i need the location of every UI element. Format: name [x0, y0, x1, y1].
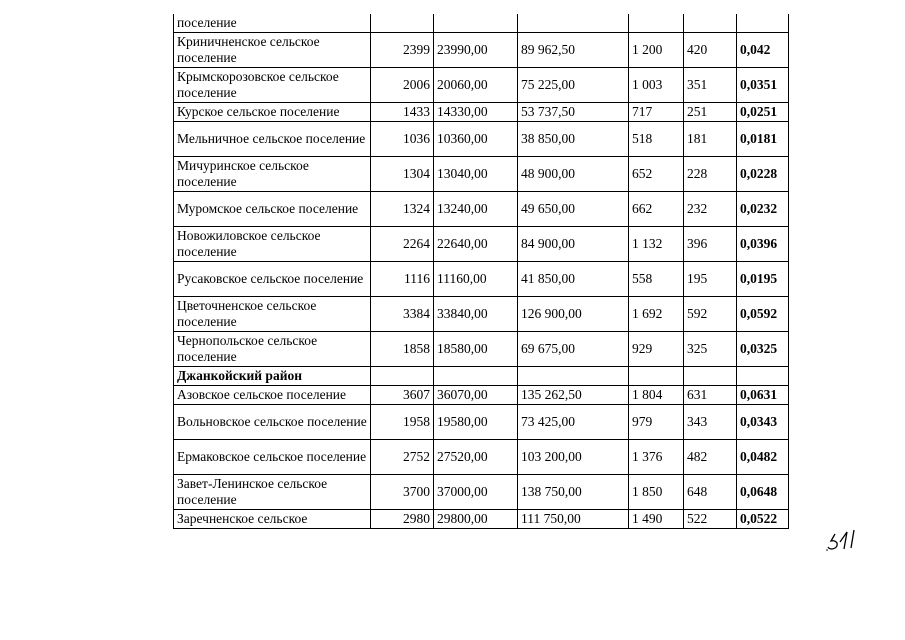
settlement-name: Курское сельское поселение	[174, 103, 371, 122]
share-cell: 1 003	[629, 68, 684, 103]
share-cell: 929	[629, 332, 684, 367]
amount-cell: 29800,00	[434, 510, 518, 529]
total-cell: 126 900,00	[518, 297, 629, 332]
population-cell: 2006	[371, 68, 434, 103]
count-cell: 522	[684, 510, 737, 529]
settlement-name: Мельничное сельское поселение	[174, 122, 371, 157]
count-cell: 592	[684, 297, 737, 332]
data-table	[173, 14, 789, 529]
count-cell: 396	[684, 227, 737, 262]
population-cell: 3607	[371, 386, 434, 405]
table-row	[174, 14, 789, 33]
table-row	[174, 440, 789, 475]
count-cell: 648	[684, 475, 737, 510]
population-cell: 2752	[371, 440, 434, 475]
total-cell: 38 850,00	[518, 122, 629, 157]
table-row	[174, 297, 789, 332]
count-cell: 251	[684, 103, 737, 122]
table-row	[174, 68, 789, 103]
amount-cell: 27520,00	[434, 440, 518, 475]
settlement-name: Криничненское сельское поселение	[174, 33, 371, 68]
settlement-name: поселение	[174, 14, 371, 33]
total-cell: 41 850,00	[518, 262, 629, 297]
total-cell: 111 750,00	[518, 510, 629, 529]
table-row	[174, 122, 789, 157]
share-cell: 662	[629, 192, 684, 227]
amount-cell: 13240,00	[434, 192, 518, 227]
settlement-name: Новожиловское сельское поселение	[174, 227, 371, 262]
amount-cell: 22640,00	[434, 227, 518, 262]
amount-cell: 18580,00	[434, 332, 518, 367]
coefficient-cell: 0,0181	[737, 122, 789, 157]
total-cell: 138 750,00	[518, 475, 629, 510]
population-cell: 1116	[371, 262, 434, 297]
table-row	[174, 227, 789, 262]
share-cell: 1 132	[629, 227, 684, 262]
share-cell: 518	[629, 122, 684, 157]
settlement-name: Крымскорозовское сельское поселение	[174, 68, 371, 103]
settlement-name: Мичуринское сельское поселение	[174, 157, 371, 192]
population-cell: 1433	[371, 103, 434, 122]
coefficient-cell: 0,0522	[737, 510, 789, 529]
count-cell: 631	[684, 386, 737, 405]
amount-cell: 13040,00	[434, 157, 518, 192]
population-cell: 1304	[371, 157, 434, 192]
count-cell: 343	[684, 405, 737, 440]
population-cell: 1324	[371, 192, 434, 227]
share-cell: 1 804	[629, 386, 684, 405]
coefficient-cell: 0,0251	[737, 103, 789, 122]
coefficient-cell: 0,0396	[737, 227, 789, 262]
coefficient-cell: 0,0232	[737, 192, 789, 227]
coefficient-cell: 0,042	[737, 33, 789, 68]
amount-cell: 14330,00	[434, 103, 518, 122]
settlement-name: Завет-Ленинское сельское поселение	[174, 475, 371, 510]
amount-cell: 11160,00	[434, 262, 518, 297]
total-cell: 69 675,00	[518, 332, 629, 367]
settlement-name: Азовское сельское поселение	[174, 386, 371, 405]
count-cell: 181	[684, 122, 737, 157]
handwritten-page-number	[826, 528, 866, 554]
population-cell: 1036	[371, 122, 434, 157]
count-cell: 351	[684, 68, 737, 103]
settlement-name: Русаковское сельское поселение	[174, 262, 371, 297]
amount-cell: 37000,00	[434, 475, 518, 510]
population-cell: 2980	[371, 510, 434, 529]
total-cell: 48 900,00	[518, 157, 629, 192]
coefficient-cell: 0,0343	[737, 405, 789, 440]
amount-cell: 36070,00	[434, 386, 518, 405]
share-cell: 558	[629, 262, 684, 297]
table-row	[174, 262, 789, 297]
share-cell: 1 376	[629, 440, 684, 475]
table-row	[174, 510, 789, 529]
table-row	[174, 157, 789, 192]
empty-cell	[371, 367, 434, 386]
total-cell: 84 900,00	[518, 227, 629, 262]
empty-cell	[629, 367, 684, 386]
amount-cell: 23990,00	[434, 33, 518, 68]
table-row	[174, 192, 789, 227]
coefficient-cell: 0,0351	[737, 68, 789, 103]
total-cell: 89 962,50	[518, 33, 629, 68]
share-cell: 717	[629, 103, 684, 122]
amount-cell: 20060,00	[434, 68, 518, 103]
population-cell: 3700	[371, 475, 434, 510]
coefficient-cell: 0,0631	[737, 386, 789, 405]
coefficient-cell: 0,0325	[737, 332, 789, 367]
settlement-name: Вольновское сельское поселение	[174, 405, 371, 440]
population-cell: 3384	[371, 297, 434, 332]
total-cell: 103 200,00	[518, 440, 629, 475]
count-cell: 325	[684, 332, 737, 367]
empty-cell	[737, 367, 789, 386]
settlement-name: Заречненское сельское	[174, 510, 371, 529]
population-cell: 2399	[371, 33, 434, 68]
count-cell: 228	[684, 157, 737, 192]
share-cell: 1 200	[629, 33, 684, 68]
coefficient-cell: 0,0228	[737, 157, 789, 192]
settlement-name: Ермаковское сельское поселение	[174, 440, 371, 475]
count-cell: 232	[684, 192, 737, 227]
section-row	[174, 367, 789, 386]
coefficient-cell: 0,0195	[737, 262, 789, 297]
share-cell: 1 850	[629, 475, 684, 510]
settlement-name: Муромское сельское поселение	[174, 192, 371, 227]
section-title: Джанкойский район	[174, 367, 371, 386]
amount-cell: 19580,00	[434, 405, 518, 440]
total-cell: 49 650,00	[518, 192, 629, 227]
population-cell: 1958	[371, 405, 434, 440]
empty-cell	[518, 367, 629, 386]
count-cell: 195	[684, 262, 737, 297]
share-cell: 1 490	[629, 510, 684, 529]
count-cell: 482	[684, 440, 737, 475]
table-row	[174, 33, 789, 68]
table-row	[174, 405, 789, 440]
settlement-name: Чернопольское сельское поселение	[174, 332, 371, 367]
share-cell: 652	[629, 157, 684, 192]
share-cell: 1 692	[629, 297, 684, 332]
amount-cell: 10360,00	[434, 122, 518, 157]
coefficient-cell: 0,0592	[737, 297, 789, 332]
settlement-name: Цветочненское сельское поселение	[174, 297, 371, 332]
empty-cell	[684, 367, 737, 386]
table-row	[174, 475, 789, 510]
share-cell: 979	[629, 405, 684, 440]
total-cell: 53 737,50	[518, 103, 629, 122]
count-cell: 420	[684, 33, 737, 68]
amount-cell: 33840,00	[434, 297, 518, 332]
population-cell: 1858	[371, 332, 434, 367]
coefficient-cell: 0,0482	[737, 440, 789, 475]
table-row	[174, 386, 789, 405]
total-cell: 135 262,50	[518, 386, 629, 405]
population-cell: 2264	[371, 227, 434, 262]
coefficient-cell: 0,0648	[737, 475, 789, 510]
total-cell: 73 425,00	[518, 405, 629, 440]
empty-cell	[434, 367, 518, 386]
table-row	[174, 332, 789, 367]
table-row	[174, 103, 789, 122]
total-cell: 75 225,00	[518, 68, 629, 103]
